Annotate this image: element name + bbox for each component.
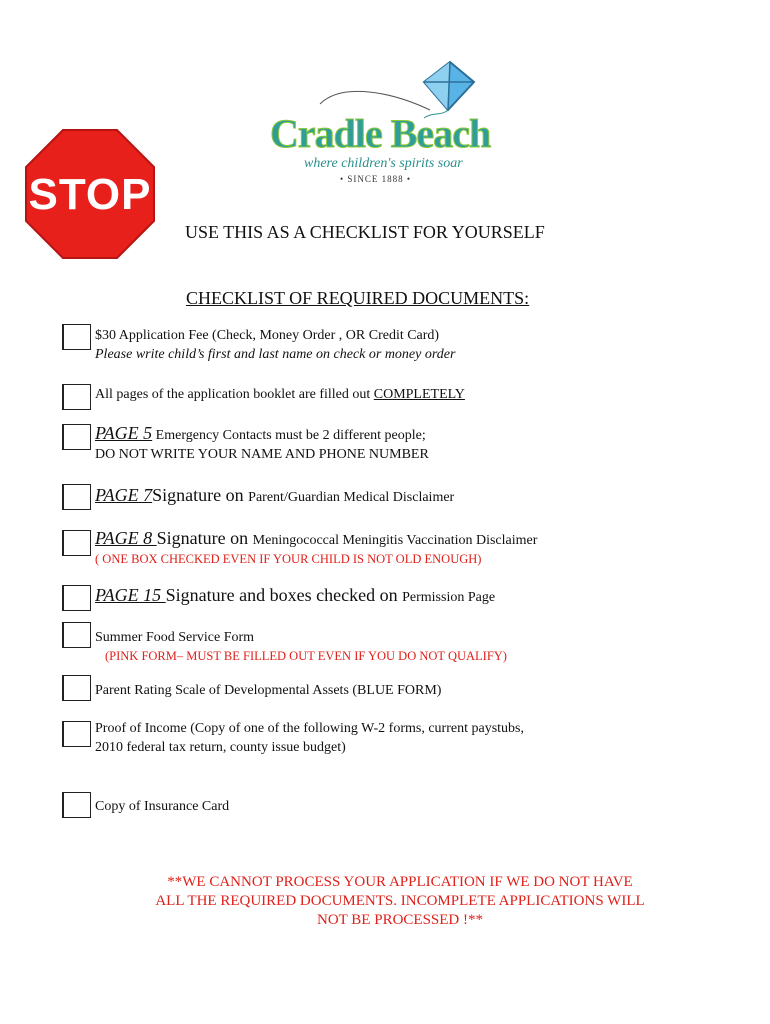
checkbox-page15[interactable] [62,585,91,611]
food-label: Summer Food Service Form [95,630,255,645]
page7-label: Parent/Guardian Medical Disclaimer [248,490,455,505]
fee-note: Please write child’s first and last name on check or money order [95,347,456,362]
footer-line-1: **WE CANNOT PROCESS YOUR APPLICATION IF WE DO NOT HAVE [167,874,633,890]
item-food [95,628,507,666]
checkbox-rating[interactable] [62,675,91,701]
stop-sign-text: STOP [28,170,152,219]
item-page15 [95,586,495,607]
logo-wordmark: Cradle Beach [270,111,491,156]
item-rating [95,681,441,700]
footer-line-3: NOT BE PROCESSED !** [317,912,483,928]
page5-label: Emergency Contacts must be 2 different people; [152,428,426,443]
stop-sign [24,128,156,260]
income-note: 2010 federal tax return, county issue budget) [95,740,346,755]
page7-sig: Signature on [152,485,249,505]
page15-label: Permission Page [402,590,496,605]
page5-ref: PAGE 5 [95,423,153,443]
page8-sig: Signature on [156,528,253,548]
logo-since: • SINCE 1888 • [340,174,412,184]
cradle-beach-logo [262,60,492,190]
logo-tagline: where children's spirits soar [304,156,463,171]
checkbox-food[interactable] [62,622,91,648]
pages-emphasis: COMPLETELY [373,387,465,402]
page7-ref: PAGE 7 [95,485,153,505]
page8-note: ( ONE BOX CHECKED EVEN IF YOUR CHILD IS NOT OLD ENOUGH) [95,552,482,566]
checkbox-page5[interactable] [62,424,91,450]
insurance-label: Copy of Insurance Card [95,799,230,814]
checkbox-income[interactable] [62,721,91,747]
footer-warning [100,873,700,930]
checkbox-insurance[interactable] [62,792,91,818]
footer-line-2: ALL THE REQUIRED DOCUMENTS. INCOMPLETE APPLICATIONS WILL [155,893,645,909]
rating-label: Parent Rating Scale of Developmental Assets (BLUE FORM) [95,683,442,698]
page15-sig: Signature and boxes checked on [165,585,403,605]
item-page5 [95,424,429,464]
item-income [95,719,524,757]
item-pages [95,385,465,404]
checkbox-page8[interactable] [62,530,91,556]
income-label: Proof of Income (Copy of one of the following W-2 forms, current paystubs, [95,721,524,736]
page8-ref: PAGE 8 [95,528,157,548]
page15-ref: PAGE 15 [95,585,166,605]
item-page8 [95,529,537,569]
checkbox-fee[interactable] [62,324,91,350]
checkbox-page7[interactable] [62,484,91,510]
pages-label: All pages of the application booklet are filled out [95,387,374,402]
food-note: (PINK FORM– MUST BE FILLED OUT EVEN IF YOU DO NOT QUALIFY) [105,649,507,663]
checklist-heading: CHECKLIST OF REQUIRED DOCUMENTS: [186,288,530,308]
page8-label: Meningococcal Meningitis Vaccination Disclaimer [252,533,538,548]
item-page7 [95,486,454,507]
page-title: USE THIS AS A CHECKLIST FOR YOURSELF [185,222,545,242]
fee-label: $30 Application Fee (Check, Money Order , OR Credit Card) [95,328,440,343]
item-fee [95,326,455,364]
item-insurance [95,797,229,816]
page5-note: DO NOT WRITE YOUR NAME AND PHONE NUMBER [95,447,429,462]
checkbox-pages[interactable] [62,384,91,410]
